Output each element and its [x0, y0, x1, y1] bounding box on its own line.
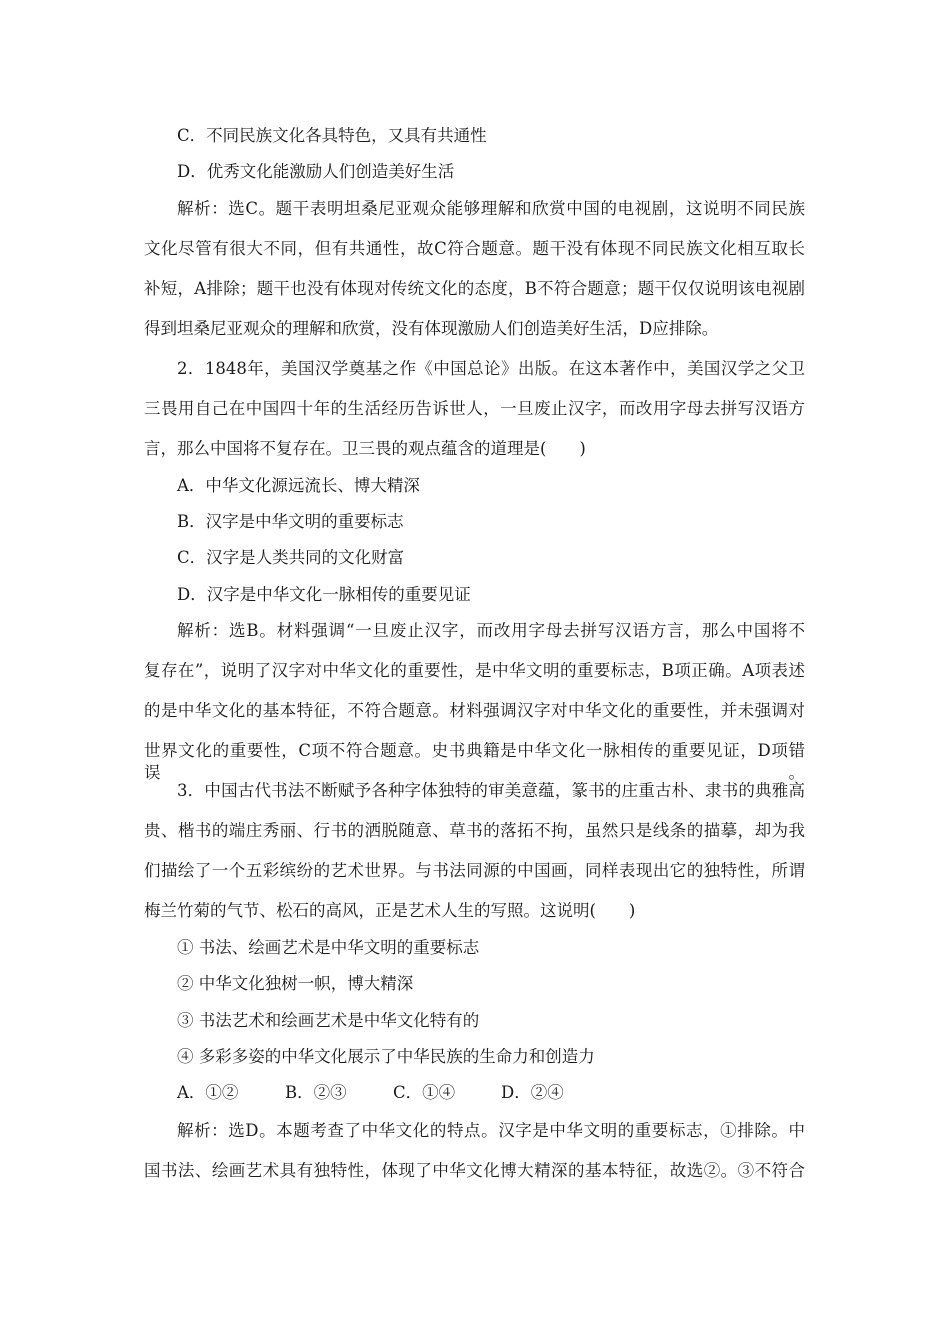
q2-option-a: A．中华文化源远流长、博大精深 [177, 476, 420, 495]
q3-item-2: ② 中华文化独树一帜，博大精深 [177, 974, 414, 993]
q2-analysis-line-4: 世界文化的重要性，C项不符合题意。史书典籍是中华文化一脉相传的重要见证，D项错误。 [144, 741, 805, 782]
q3-item-3: ③ 书法艺术和绘画艺术是中华文化特有的 [177, 1011, 480, 1030]
q2-stem-line-2: 三畏用自己在中国四十年的生活经历告诉世人，一旦废止汉字，而改用字母去拼写汉语方 [144, 399, 805, 418]
q1-analysis-line-2: 文化尽管有很大不同，但有共通性，故C符合题意。题干没有体现不同民族文化相互取长 [144, 239, 805, 258]
q3-analysis-line-1: 解析：选D。本题考查了中华文化的特点。汉字是中华文明的重要标志，①排除。中 [177, 1121, 805, 1140]
q1-option-d: D．优秀文化能激励人们创造美好生活 [177, 162, 455, 181]
q1-option-c: C．不同民族文化各具特色，又具有共通性 [177, 126, 487, 145]
q2-option-c: C．汉字是人类共同的文化财富 [177, 548, 405, 567]
q3-analysis-line-2: 国书法、绘画艺术具有独特性，体现了中华文化博大精深的基本特征，故选②。③不符合 [144, 1161, 805, 1180]
q3-stem-line-2: 贵、楷书的端庄秀丽、行书的洒脱随意、草书的落拓不拘，虽然只是线条的描摹，却为我 [144, 821, 805, 840]
q2-analysis-line-3: 的是中华文化的基本特征，不符合题意。材料强调汉字对中华文化的重要性，并未强调对 [144, 701, 805, 720]
q3-choices [177, 1082, 609, 1104]
q3-choice-d: D．②④ [501, 1083, 564, 1102]
q2-analysis-line-2: 复存在”，说明了汉字对中华文化的重要性，是中华文明的重要标志，B项正确。A项表述 [144, 661, 805, 680]
q1-analysis-line-3: 补短，A排除；题干也没有体现对传统文化的态度，B不符合题意；题干仅仅说明该电视剧 [144, 279, 805, 298]
q3-stem-line-4: 梅兰竹菊的气节、松石的高风，正是艺术人生的写照。这说明( ) [144, 901, 636, 920]
q3-item-4: ④ 多彩多姿的中华文化展示了中华民族的生命力和创造力 [177, 1047, 595, 1066]
q1-analysis-line-4: 得到坦桑尼亚观众的理解和欣赏，没有体现激励人们创造美好生活，D应排除。 [144, 319, 719, 338]
q3-stem-line-3: 们描绘了一个五彩缤纷的艺术世界。与书法同源的中国画，同样表现出它的独特性，所谓 [144, 861, 805, 880]
q2-stem-line-1: 2．1848年，美国汉学奠基之作《中国总论》出版。在这本著作中，美国汉学之父卫 [177, 359, 805, 378]
q3-choice-c: C．①④ [393, 1083, 456, 1102]
q2-option-b: B．汉字是中华文明的重要标志 [177, 512, 404, 531]
q2-analysis-line-1: 解析：选B。材料强调“一旦废止汉字，而改用字母去拼写汉语方言，那么中国将不 [177, 621, 805, 640]
q1-analysis-line-1: 解析：选C。题干表明坦桑尼亚观众能够理解和欣赏中国的电视剧，这说明不同民族 [177, 199, 805, 218]
q3-choice-a: A．①② [177, 1083, 239, 1102]
q3-item-1: ① 书法、绘画艺术是中华文明的重要标志 [177, 938, 480, 957]
q2-stem-line-3: 言，那么中国将不复存在。卫三畏的观点蕴含的道理是( ) [144, 439, 586, 458]
q3-choice-b: B．②③ [285, 1083, 347, 1102]
q2-option-d: D．汉字是中华文化一脉相传的重要见证 [177, 585, 471, 604]
q3-stem-line-1: 3．中国古代书法不断赋予各种字体独特的审美意蕴，篆书的庄重古朴、隶书的典雅高 [177, 781, 805, 800]
